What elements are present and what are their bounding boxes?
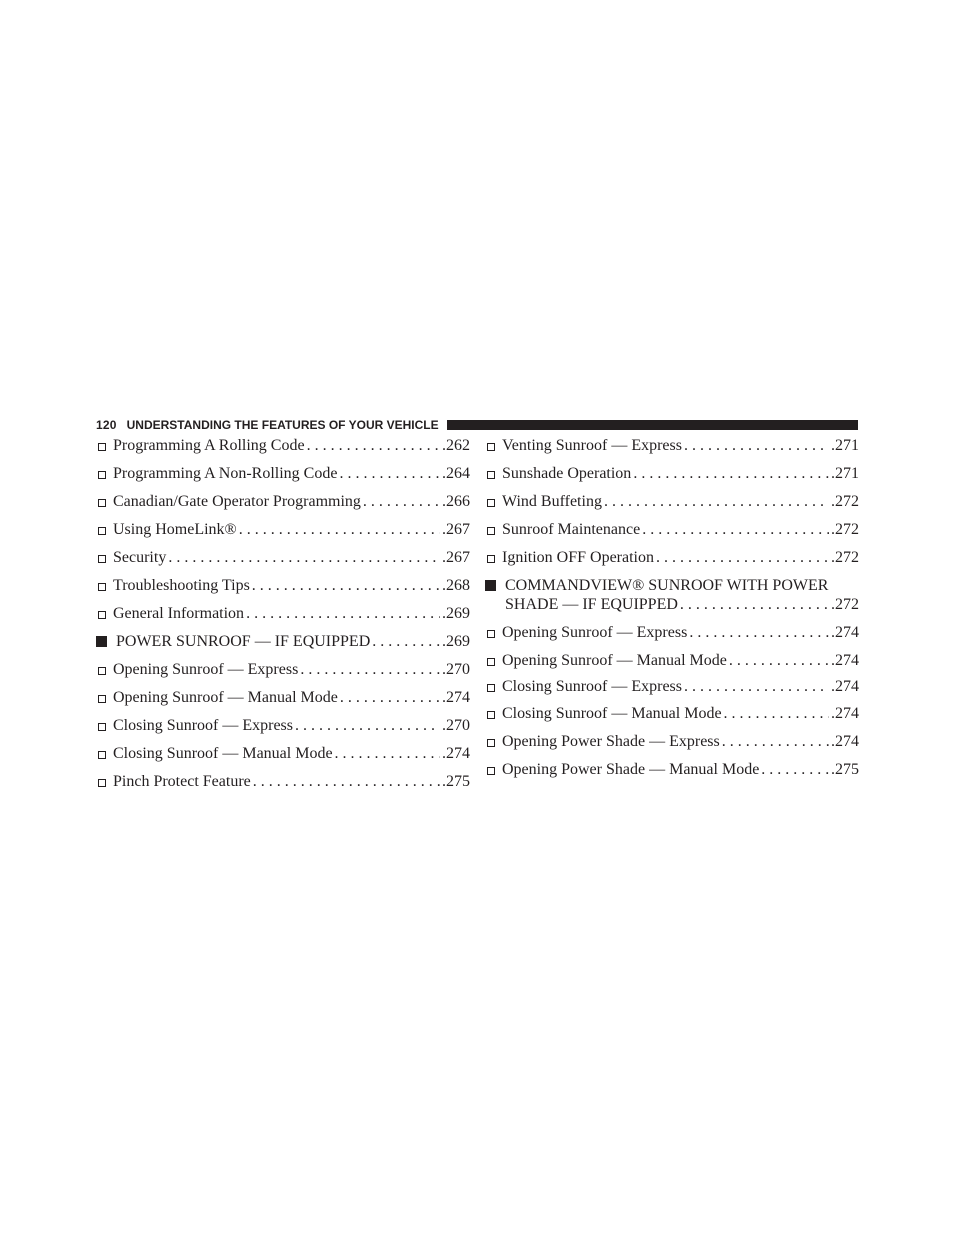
checkbox-bullet-icon: [487, 767, 495, 775]
header-rule: [447, 420, 858, 430]
dot-leader: [729, 651, 829, 670]
toc-entry-page: .271: [831, 465, 859, 482]
toc-entry-page: .268: [442, 577, 470, 594]
dot-leader: [633, 464, 829, 483]
dot-leader: [340, 688, 440, 707]
checkbox-bullet-icon: [487, 443, 495, 451]
dot-leader: [642, 520, 829, 539]
toc-entry-page: .275: [831, 761, 859, 778]
toc-entry-page: .274: [831, 652, 859, 669]
page-header: [96, 417, 858, 433]
checkbox-bullet-icon: [98, 443, 106, 451]
dot-leader: [300, 660, 440, 679]
dot-leader: [684, 677, 829, 696]
toc-entry-page: .271: [831, 437, 859, 454]
toc-entry[interactable]: [485, 651, 859, 670]
toc-entry[interactable]: [485, 520, 859, 539]
toc-entry[interactable]: [96, 576, 470, 595]
toc-entry-page: .274: [831, 624, 859, 641]
toc-entry-page: .272: [831, 549, 859, 566]
dot-leader: [689, 623, 829, 642]
checkbox-bullet-icon: [487, 684, 495, 692]
page-number: 120: [96, 418, 117, 432]
dot-leader: [680, 595, 829, 614]
toc-entry-label: Opening Sunroof — Express: [502, 624, 688, 641]
toc-entry-label: Closing Sunroof — Express: [113, 717, 293, 734]
dot-leader: [252, 576, 440, 595]
toc-entry-label: Opening Sunroof — Express: [113, 661, 299, 678]
toc-entry-page: .272: [831, 596, 859, 613]
dot-leader: [335, 744, 440, 763]
checkbox-bullet-icon: [98, 499, 106, 507]
toc-entry-page: .269: [442, 633, 470, 650]
toc-entry-label: Opening Power Shade — Manual Mode: [502, 761, 760, 778]
toc-entry[interactable]: [485, 623, 859, 642]
toc-entry-label: Closing Sunroof — Manual Mode: [113, 745, 333, 762]
dot-leader: [722, 732, 829, 751]
toc-entry-page: .274: [831, 733, 859, 750]
toc-entry-label: Opening Power Shade — Express: [502, 733, 720, 750]
dot-leader: [295, 716, 440, 735]
toc-entry[interactable]: [96, 716, 470, 735]
toc-entry-label: General Information: [113, 605, 245, 622]
dot-leader: [246, 604, 440, 623]
toc-entry[interactable]: [96, 492, 470, 511]
section-title: UNDERSTANDING THE FEATURES OF YOUR VEHICLE: [126, 418, 439, 432]
toc-entry-page: .270: [442, 661, 470, 678]
checkbox-bullet-icon: [487, 499, 495, 507]
toc-entry-label: Security: [113, 549, 167, 566]
toc-entry[interactable]: [96, 772, 470, 791]
toc-entry-page: .275: [442, 773, 470, 790]
dot-leader: [684, 436, 829, 455]
dot-leader: [253, 772, 440, 791]
toc-entry-label: Wind Buffeting: [502, 493, 602, 510]
toc-entry[interactable]: [96, 688, 470, 707]
checkbox-bullet-icon: [98, 611, 106, 619]
toc-entry-page: .262: [442, 437, 470, 454]
toc-entry[interactable]: [96, 436, 470, 455]
checkbox-bullet-icon: [98, 723, 106, 731]
toc-entry-page: .266: [442, 493, 470, 510]
dot-leader: [307, 436, 440, 455]
toc-entry[interactable]: [485, 732, 859, 751]
checkbox-bullet-icon: [487, 527, 495, 535]
toc-entry-label: Opening Sunroof — Manual Mode: [113, 689, 338, 706]
toc-entry[interactable]: [485, 492, 859, 511]
toc-entry[interactable]: [96, 464, 470, 483]
checkbox-bullet-icon: [98, 583, 106, 591]
toc-section-label-line1: COMMANDVIEW® SUNROOF WITH POWER: [505, 577, 829, 594]
toc-entry-page: .272: [831, 521, 859, 538]
checkbox-bullet-icon: [487, 555, 495, 563]
toc-entry[interactable]: [96, 660, 470, 679]
toc-entry[interactable]: [485, 704, 859, 723]
dot-leader: [363, 492, 440, 511]
toc-entry[interactable]: [96, 548, 470, 567]
checkbox-bullet-icon: [98, 555, 106, 563]
checkbox-bullet-icon: [487, 630, 495, 638]
checkbox-bullet-icon: [487, 711, 495, 719]
toc-entry-label: Closing Sunroof — Express: [502, 678, 682, 695]
toc-entry-label: Sunshade Operation: [502, 465, 632, 482]
toc-entry[interactable]: [485, 677, 859, 696]
toc-entry-page: .272: [831, 493, 859, 510]
toc-entry-label: Troubleshooting Tips: [113, 577, 250, 594]
checkbox-bullet-icon: [98, 695, 106, 703]
toc-entry-page: .274: [831, 705, 859, 722]
dot-leader: [761, 760, 829, 779]
toc-entry-page: .270: [442, 717, 470, 734]
dot-leader: [239, 520, 440, 539]
toc-entry-page: .267: [442, 549, 470, 566]
checkbox-bullet-icon: [487, 658, 495, 666]
toc-entry-page: .267: [442, 521, 470, 538]
toc-section-entry[interactable]: [96, 632, 470, 651]
toc-entry[interactable]: [485, 464, 859, 483]
toc-entry-label: Closing Sunroof — Manual Mode: [502, 705, 722, 722]
toc-entry-page: .269: [442, 605, 470, 622]
toc-entry-label: Sunroof Maintenance: [502, 521, 641, 538]
toc-entry-page: .274: [831, 678, 859, 695]
toc-entry-label: Programming A Non-Rolling Code: [113, 465, 338, 482]
toc-entry-label: Canadian/Gate Operator Programming: [113, 493, 361, 510]
checkbox-bullet-icon: [98, 471, 106, 479]
toc-section-entry[interactable]: [485, 576, 859, 614]
toc-entry-label: Using HomeLink®: [113, 521, 237, 538]
dot-leader: [168, 548, 440, 567]
checkbox-bullet-icon: [98, 667, 106, 675]
toc-entry-label: Venting Sunroof — Express: [502, 437, 682, 454]
checkbox-bullet-icon: [98, 779, 106, 787]
dot-leader: [372, 632, 440, 651]
dot-leader: [339, 464, 440, 483]
toc-entry[interactable]: [96, 604, 470, 623]
toc-entry-label: Programming A Rolling Code: [113, 437, 305, 454]
toc-entry-label: Opening Sunroof — Manual Mode: [502, 652, 727, 669]
checkbox-bullet-icon: [487, 739, 495, 747]
checkbox-bullet-icon: [487, 471, 495, 479]
toc-entry-page: .274: [442, 689, 470, 706]
toc-entry-label: Ignition OFF Operation: [502, 549, 654, 566]
toc-entry-label: Pinch Protect Feature: [113, 773, 251, 790]
toc-section-label-line2: SHADE — IF EQUIPPED: [505, 596, 678, 613]
toc-entry[interactable]: [485, 548, 859, 567]
toc-entry-page: .274: [442, 745, 470, 762]
dot-leader: [604, 492, 829, 511]
toc-entry-page: .264: [442, 465, 470, 482]
square-bullet-icon: [485, 580, 496, 591]
toc-entry[interactable]: [96, 744, 470, 763]
toc-entry[interactable]: [485, 760, 859, 779]
checkbox-bullet-icon: [98, 527, 106, 535]
toc-entry[interactable]: [96, 520, 470, 539]
checkbox-bullet-icon: [98, 751, 106, 759]
square-bullet-icon: [96, 636, 107, 647]
toc-entry[interactable]: [485, 436, 859, 455]
dot-leader: [724, 704, 829, 723]
dot-leader: [656, 548, 829, 567]
toc-section-label: POWER SUNROOF — IF EQUIPPED: [116, 633, 371, 650]
